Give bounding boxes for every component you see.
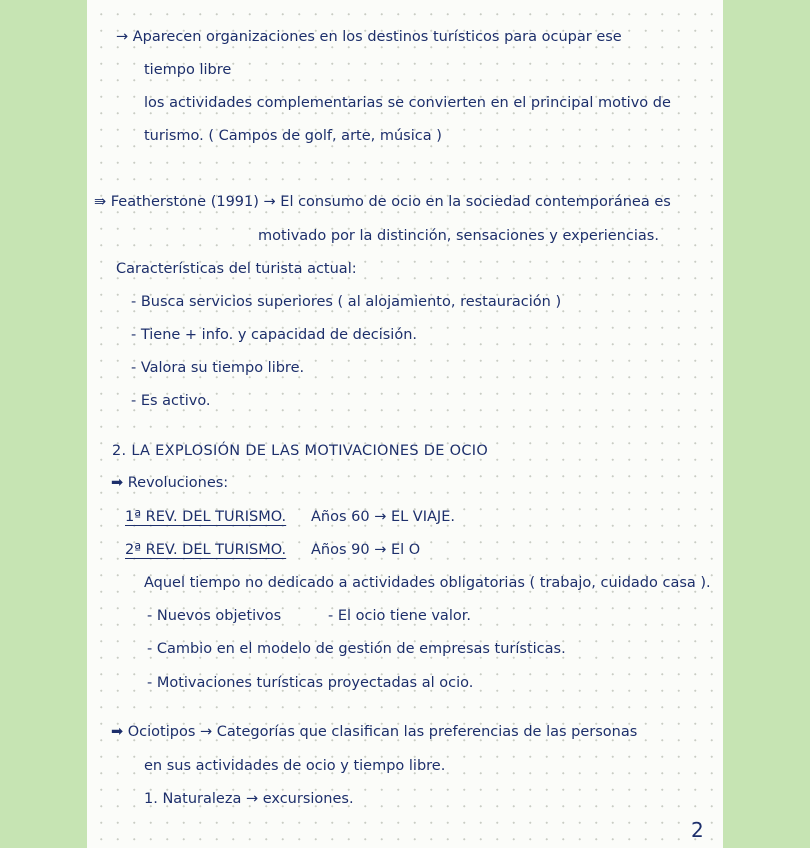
note-line: en sus actividades de ocio y tiempo libre. [144,758,446,774]
page-number: 2 [691,818,704,842]
note-line: Características del turista actual: [116,261,357,277]
note-line: los actividades complementarias se convierten en el principal motivo de [144,95,671,111]
note-line: tiempo libre [144,62,232,78]
list-item: - Nuevos objetivos [147,608,282,624]
note-line: → Aparecen organizaciones en los destinos turísticos para ocupar ese [116,29,622,45]
note-line: Años 90 → El O [311,542,421,558]
note-line: motivado por la distinción, sensaciones y experiencias. [258,228,659,244]
list-item: 1. Naturaleza → excursiones. [144,791,354,807]
note-line: Años 60 → EL VIAJE. [311,509,455,525]
revolution-title: 2ª REV. DEL TURISMO. [125,542,287,558]
list-item: - El ocio tiene valor. [328,608,471,624]
list-item: - Tiene + info. y capacidad de decisión. [131,327,417,343]
notebook-page [87,0,723,848]
note-line: ➡ Revoluciones: [111,475,229,491]
list-item: - Valora su tiempo libre. [131,360,305,376]
section-heading: 2. LA EXPLOSIÓN DE LAS MOTIVACIONES DE OCIO [112,443,489,459]
list-item: - Es activo. [131,393,211,409]
list-item: - Motivaciones turísticas proyectadas al ocio. [147,675,474,691]
note-line: Aquel tiempo no dedicado a actividades obligatorias ( trabajo, cuidado casa ). [144,575,711,591]
list-item: - Cambio en el modelo de gestión de empresas turísticas. [147,641,566,657]
note-line: ⇛ Featherstone (1991) → El consumo de ocio en la sociedad contemporánea es [94,194,671,210]
note-line: ➡ Ociotipos → Categorías que clasifican las preferencias de las personas [111,724,638,740]
list-item: - Busca servicios superiores ( al alojamiento, restauración ) [131,294,562,310]
note-line: turismo. ( Campos de golf, arte, música ) [144,128,442,144]
revolution-title: 1ª REV. DEL TURISMO. [125,509,287,525]
